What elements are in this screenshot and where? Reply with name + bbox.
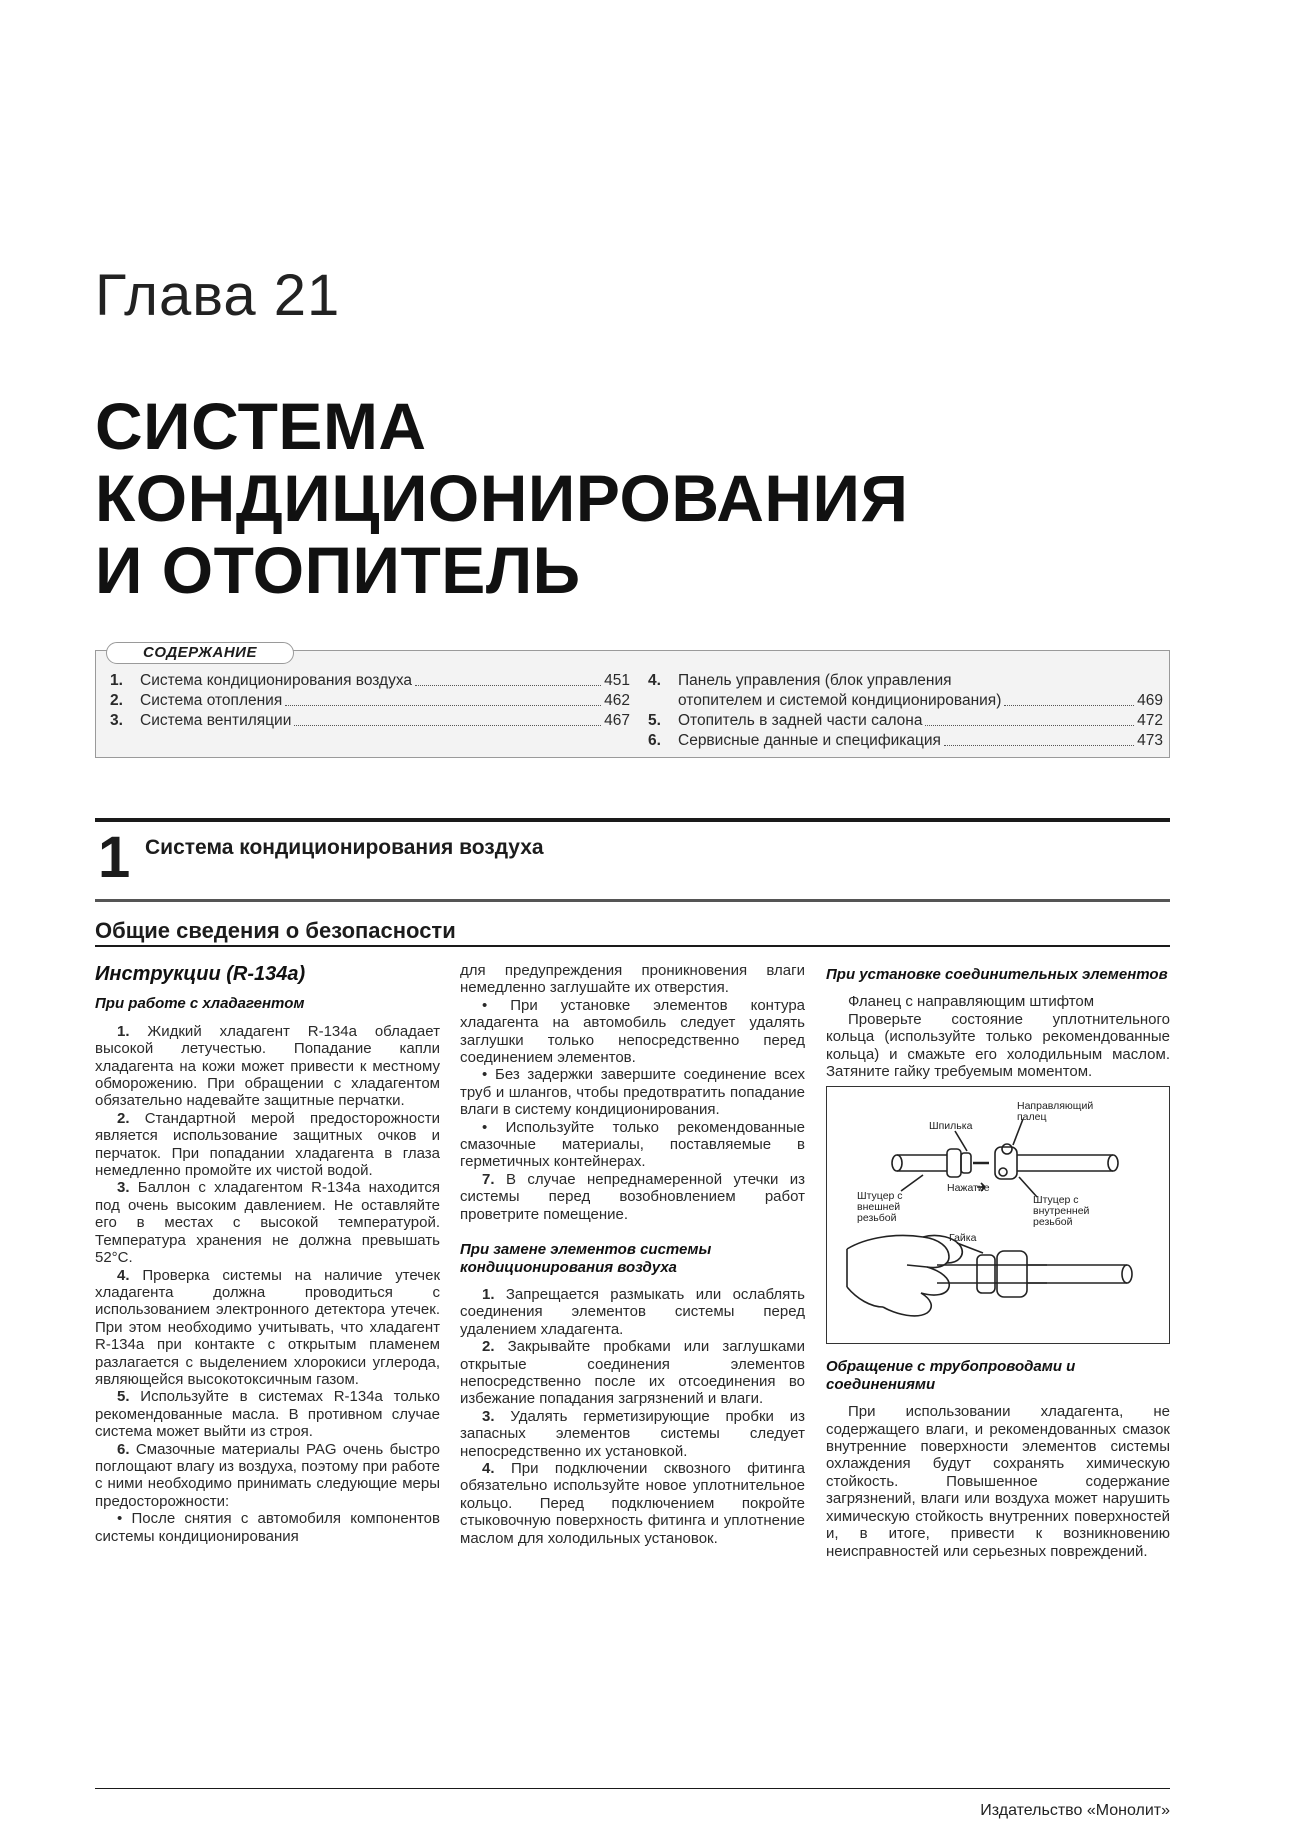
list-item: 2. Закрывайте пробками или заглушками открытые соединения элементов непосредственно после их отсоединения во избежание попадания загрязнений и влаги. <box>460 1338 805 1408</box>
installation-heading: При установке соединительных элементов <box>826 966 1168 983</box>
list-item: 7. В случае непреднамеренной утечки из системы перед возобновлением работ проветрите помещение. <box>460 1170 805 1223</box>
bullet-item: • После снятия с автомобиля компонентов системы кондиционирования <box>95 1510 440 1545</box>
pipes-heading: Обращение с трубопроводами и соединениями <box>826 1358 1076 1393</box>
toc-item[interactable]: 4. Панель управления (блок управления <box>648 672 952 689</box>
subsection-title: Общие сведения о безопасности <box>95 918 456 943</box>
text-column-2 <box>460 962 805 1547</box>
toc-left-column <box>110 671 630 731</box>
toc-item[interactable]: 3. Система вентиляции 467 <box>110 712 630 729</box>
section-title: Система кондиционирования воздуха <box>145 836 544 859</box>
publisher-name: Издательство «Монолит» <box>980 1802 1170 1819</box>
toc-item[interactable]: 1. Система кондиционирования воздуха 451 <box>110 672 630 689</box>
bullet-item: • Используйте только рекомендованные смазочные материалы, поставляемые в герметичных контейнерах. <box>460 1118 805 1171</box>
list-item: 2. Стандартной мерой предосторожности является использование защитных очков и перчаток. При попадании хладагента в глаза немедленно промойте их чистой водой. <box>95 1109 440 1180</box>
refrigerant-handling-heading: При работе с хладагентом <box>95 995 305 1013</box>
list-item: 3. Баллон с хладагентом R-134a находится под очень высоким давлением. Не оставляйте его в местах с высокой температурой. Температура хранения не должна превышать 52°C. <box>95 1179 441 1267</box>
section-divider <box>95 899 1170 902</box>
diagram-label-nut: Гайка <box>949 1232 977 1245</box>
list-item: 1. Запрещается размыкать или ослаблять соединения элементов системы перед удалением хладагента. <box>460 1285 805 1338</box>
toc-heading: СОДЕРЖАНИЕ <box>106 642 294 664</box>
instructions-heading: Инструкции (R-134a) <box>95 963 306 985</box>
text-column-1 <box>95 962 440 1545</box>
footer-divider <box>95 1788 1170 1789</box>
chapter-label: Глава 21 <box>95 263 341 328</box>
chapter-title-line: И ОТОПИТЕЛЬ <box>95 533 581 607</box>
toc-right-column <box>648 671 1163 751</box>
chapter-title-line: КОНДИЦИОНИРОВАНИЯ <box>95 461 909 535</box>
chapter-title <box>95 390 908 606</box>
list-item: 3. Удалять герметизирующие пробки из запасных элементов системы следует непосредственно их установкой. <box>460 1407 805 1460</box>
diagram-label-internal-fitting: Штуцер с внутренней резьбой <box>1033 1194 1090 1229</box>
diagram-label-guide-pin: Направляющий палец <box>1017 1100 1094 1124</box>
bullet-item: • При установке элементов контура хладагента на автомобиль следует удалять заглушки только непосредственно перед соединением элементов. <box>460 996 805 1067</box>
paragraph: Фланец с направляющим штифтом <box>848 993 1095 1011</box>
toc-item[interactable]: 6. Сервисные данные и спецификация 473 <box>648 732 1163 749</box>
paragraph: для предупреждения проникновения влаги немедленно заглушайте их отверстия. <box>460 962 805 997</box>
section-divider <box>95 818 1170 822</box>
paragraph: При использовании хладагента, не содержащего влаги, и рекомендованных смазок внутренние поверхности элементов системы охлаждения будут сохранять химическую стойкость. Повышенное содержание загрязнений, влаги или воздуха может нарушить химическую стойкость внутренних поверхностей и, в итоге, привести к возникновению неисправностей или серьезных повреждений. <box>826 1403 1170 1560</box>
toc-item[interactable]: 2. Система отопления 462 <box>110 692 630 709</box>
section-number: 1 <box>98 825 131 890</box>
text-column-3 <box>826 962 1170 1560</box>
replacement-heading: При замене элементов системы кондиционирования воздуха <box>460 1241 712 1276</box>
list-item: 6. Смазочные материалы PAG очень быстро поглощают влагу из воздуха, поэтому при работе с ними необходимо принимать следующие меры предосторожности: <box>95 1440 440 1510</box>
list-item: 4. При подключении сквозного фитинга обязательно используйте новое уплотнительное кольцо. Перед подключением покройте стыковочную поверхность фитинга и уплотнение маслом для холодильных установок. <box>460 1459 805 1547</box>
list-item: 4. Проверка системы на наличие утечек хладагента должна проводиться с использованием электронного детектора утечек. При этом необходимо учитывать, что хладагент R-134a при контакте с открытым пламенем разлагается с выделением хлорокиси углерода, являющейся высокотоксичным газом. <box>95 1266 441 1388</box>
subsection-divider <box>95 945 1170 947</box>
table-of-contents <box>95 644 1170 758</box>
diagram-label-stud: Шпилька <box>929 1120 973 1133</box>
bullet-item: • Без задержки завершите соединение всех труб и шлангов, чтобы предотвратить попадание влаги в систему кондиционирования. <box>460 1066 805 1119</box>
diagram-label-external-fitting: Штуцер с внешней резьбой <box>857 1190 903 1225</box>
paragraph: Проверьте состояние уплотнительного кольца (используйте только рекомендованные кольца) и смажьте его холодильным маслом. Затяните гайку требуемым моментом. <box>826 1010 1170 1081</box>
list-item: 5. Используйте в системах R-134a только рекомендованные масла. В противном случае система может выйти из строя. <box>95 1388 441 1441</box>
diagram-label-press: Нажатие <box>947 1182 990 1195</box>
fitting-diagram <box>826 1086 1170 1344</box>
list-item: 1. Жидкий хладагент R-134a обладает высокой летучестью. Попадание капли хладагента на кожи может привести к местному обморожению. При обращении с хладагентом обязательно надевайте защитные перчатки. <box>95 1022 440 1110</box>
toc-item[interactable]: 5. Отопитель в задней части салона 472 <box>648 712 1163 729</box>
toc-item-continuation[interactable]: отопителем и системой кондиционирования) 469 <box>678 692 1163 709</box>
chapter-title-line: СИСТЕМА <box>95 389 427 463</box>
